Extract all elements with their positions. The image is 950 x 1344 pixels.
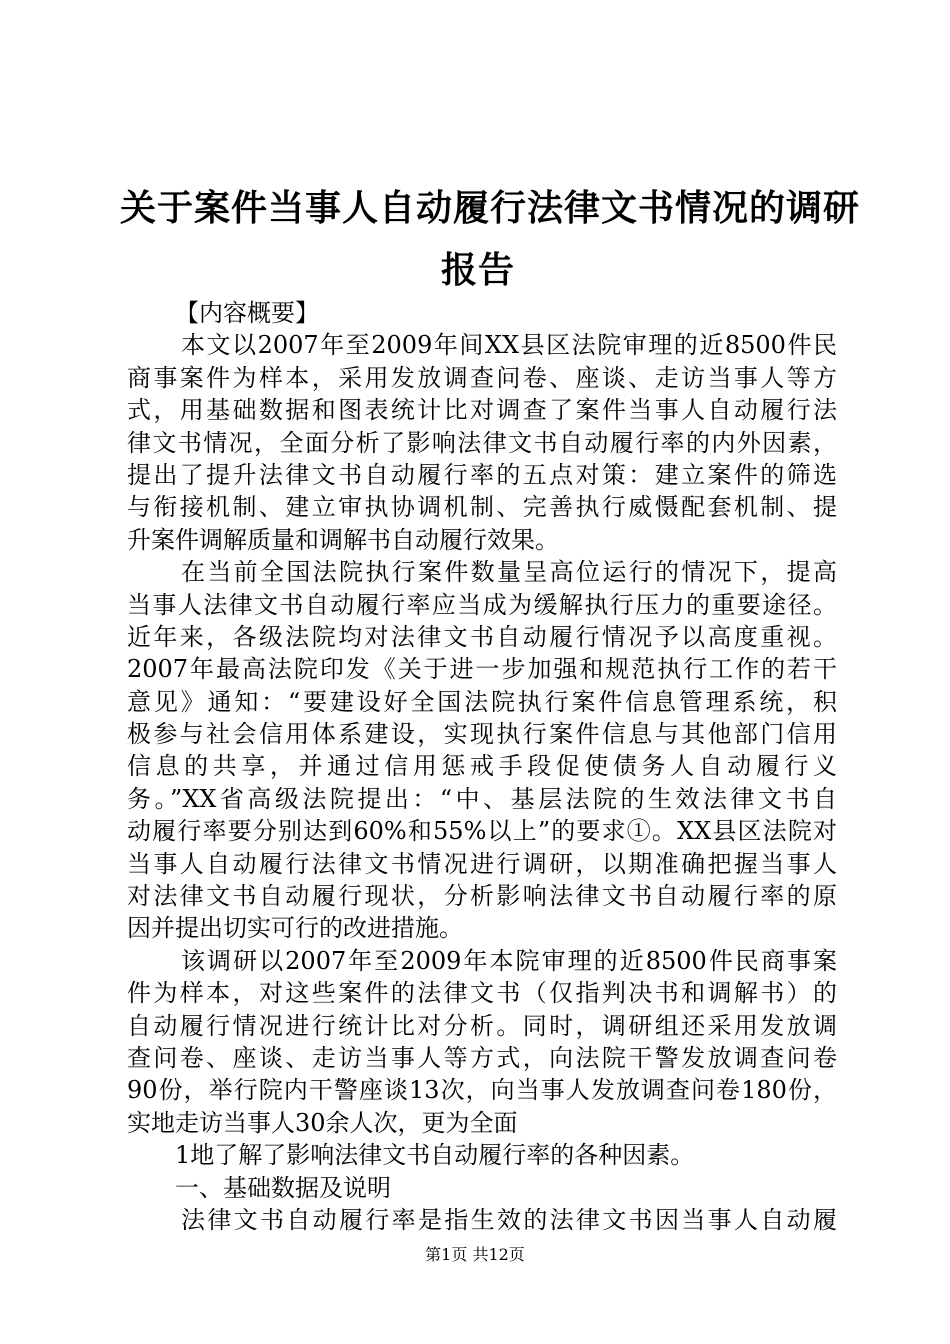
text-line: 查问卷、座谈、走访当事人等方式，向法院干警发放调查问卷 bbox=[127, 1043, 837, 1072]
text-line: 1地了解了影响法律文书自动履行率的各种因素。 bbox=[175, 1141, 695, 1170]
text-line: 对法律文书自动履行现状，分析影响法律文书自动履行率的原 bbox=[127, 882, 837, 911]
text-line: 一、基础数据及说明 bbox=[175, 1173, 391, 1202]
text-line: 商事案件为样本，采用发放调查问卷、座谈、走访当事人等方 bbox=[127, 363, 837, 392]
text-line: 意见》通知：“要建设好全国法院执行案件信息管理系统，积 bbox=[127, 687, 837, 716]
text-line: 实地走访当事人30余人次，更为全面 bbox=[127, 1108, 518, 1137]
text-line: 因并提出切实可行的改进措施。 bbox=[127, 914, 463, 943]
text-line: 当事人法律文书自动履行率应当成为缓解执行压力的重要途径。 bbox=[127, 590, 837, 619]
text-line: 件为样本，对这些案件的法律文书（仅指判决书和调解书）的 bbox=[127, 979, 837, 1008]
title-line-1: 关于案件当事人自动履行法律文书情况的调研 bbox=[120, 188, 861, 229]
text-line: 升案件调解质量和调解书自动履行效果。 bbox=[127, 525, 559, 554]
text-line: 2007年最高法院印发《关于进一步加强和规范执行工作的若干 bbox=[127, 655, 837, 684]
text-line: 自动履行情况进行统计比对分析。同时，调研组还采用发放调 bbox=[127, 1011, 837, 1040]
text-line: 法律文书自动履行率是指生效的法律文书因当事人自动履 bbox=[181, 1205, 837, 1234]
page-footer: 第1页 共12页 bbox=[425, 1245, 525, 1264]
text-line: 务。”XX省高级法院提出：“中、基层法院的生效法律文书自 bbox=[127, 784, 837, 813]
text-line: 律文书情况，全面分析了影响法律文书自动履行率的内外因素， bbox=[127, 428, 837, 457]
text-line: 式，用基础数据和图表统计比对调查了案件当事人自动履行法 bbox=[127, 396, 837, 425]
text-line: 近年来，各级法院均对法律文书自动履行情况予以高度重视。 bbox=[127, 622, 837, 651]
text-line: 在当前全国法院执行案件数量呈高位运行的情况下，提高 bbox=[181, 558, 837, 587]
text-line: 极参与社会信用体系建设，实现执行案件信息与其他部门信用 bbox=[127, 720, 837, 749]
text-line: 当事人自动履行法律文书情况进行调研，以期准确把握当事人 bbox=[127, 849, 837, 878]
text-line: 该调研以2007年至2009年本院审理的近8500件民商事案 bbox=[181, 946, 837, 975]
document-title bbox=[120, 178, 861, 302]
text-line: 与衔接机制、建立审执协调机制、完善执行威慑配套机制、提 bbox=[127, 493, 837, 522]
text-line: 提出了提升法律文书自动履行率的五点对策：建立案件的筛选 bbox=[127, 460, 837, 489]
text-line: 信息的共享，并通过信用惩戒手段促使债务人自动履行义 bbox=[127, 752, 837, 781]
text-line: 【内容概要】 bbox=[175, 299, 319, 327]
text-line: 本文以2007年至2009年间XX县区法院审理的近8500件民 bbox=[181, 331, 837, 360]
text-line: 90份，举行院内干警座谈13次，向当事人发放调查问卷180份， bbox=[127, 1076, 837, 1105]
title-line-2: 报告 bbox=[440, 250, 515, 291]
document-body bbox=[127, 297, 837, 1236]
text-line: 动履行率要分别达到60%和55%以上”的要求①。XX县区法院对 bbox=[127, 817, 837, 846]
